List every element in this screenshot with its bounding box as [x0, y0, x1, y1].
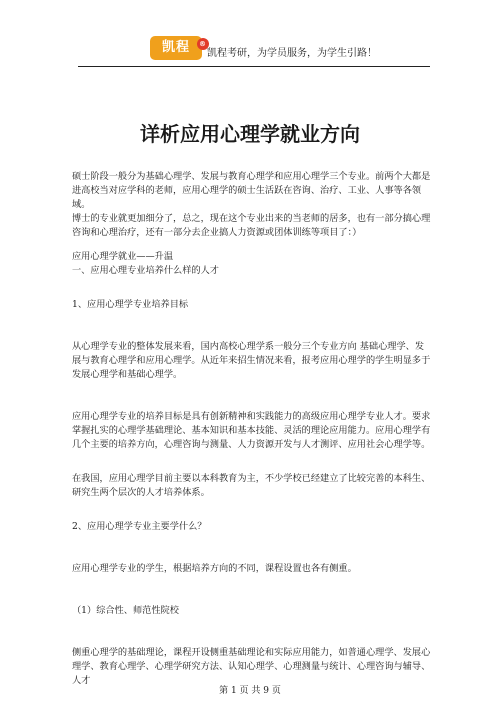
intro-paragraph-1: 硕士阶段一般分为基础心理学、发展与教育心理学和应用心理学三个专业。前两个大都是进高校当对应学科的老师，应用心理学的硕士生活跃在咨询、治疗、工业、人事等各领域。 — [72, 171, 431, 210]
header-slogan: 凯程考研，为学员服务，为学生引路！ — [207, 48, 377, 59]
paragraph: 应用心理学专业的培养目标是具有创新精神和实践能力的高级应用心理学专业人才。要求掌握扎实的心理学基础理论、基本知识和基本技能、灵活的理论应用能力。应用心理学有几个主要的培养方向，心理咨询与测量、人力资源开发与人才测评、应用社会心理学等。 — [72, 411, 431, 450]
registered-mark-icon: ® — [199, 40, 207, 48]
logo-text: 凯程 — [161, 40, 190, 55]
document-title: 详析应用心理学就业方向 — [140, 122, 360, 146]
subsection-heading: （1）综合性、师范性院校 — [72, 605, 179, 616]
header-divider — [78, 66, 430, 67]
paragraph: 在我国，应用心理学目前主要以本科教育为主，不少学校已经建立了比较完善的本科生、研究生两个层次的人才培养体系。 — [72, 473, 431, 498]
section-heading: 应用心理学就业——升温 — [72, 251, 174, 262]
document-body — [72, 170, 432, 688]
paragraph: 侧重心理学的基础理论，课程开设侧重基础理论和实际应用能力，如普通心理学、发展心理学、教育心理学、心理学研究方法、认知心理学、心理测量与统计、心理咨询与辅导、人才 — [72, 647, 431, 686]
page-footer: 第 1 页 共 9 页 — [219, 686, 281, 696]
subsection-heading: 1、应用心理学专业培养目标 — [72, 299, 189, 310]
paragraph: 应用心理学专业的学生，根据培养方向的不同，课程设置也各有侧重。 — [72, 563, 357, 574]
kaicheng-logo — [150, 36, 207, 60]
subsection-heading: 2、应用心理学专业主要学什么？ — [72, 521, 207, 532]
intro-paragraph-2: 博士的专业就更加细分了，总之，现在这个专业出来的当老师的居多，也有一部分搞心理咨询和心理治疗，还有一部分去企业搞人力资源或团体训练等项目了：） — [72, 213, 431, 238]
section-heading: 一、应用心理专业培养什么样的人才 — [72, 265, 219, 276]
paragraph: 从心理学专业的整体发展来看，国内高校心理学系一般分三个专业方向 基础心理学、发展与教育心理学和应用心理学。从近年来招生情况来看，报考应用心理学的学生明显多于发展心理学和基础心理学。 — [72, 341, 431, 380]
page-header — [0, 0, 500, 72]
